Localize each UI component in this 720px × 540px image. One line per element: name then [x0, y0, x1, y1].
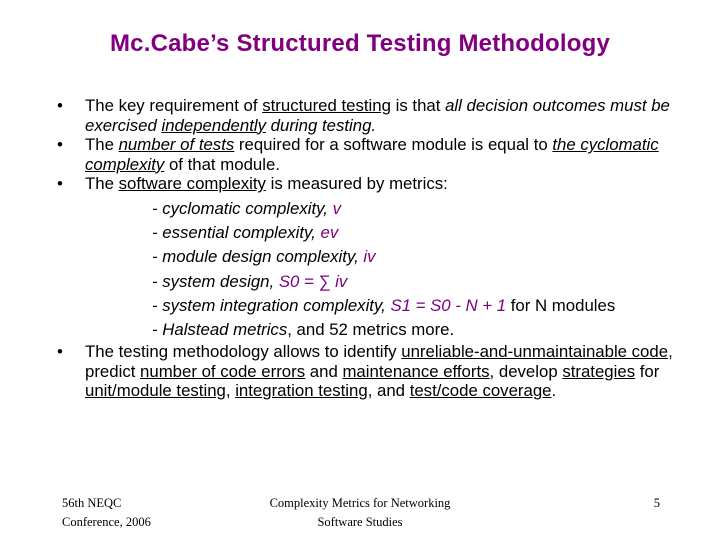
footer-conference-line2: Conference, 2006	[62, 515, 151, 529]
metric-suffix: for N modules	[506, 295, 616, 315]
bullet-text: is that	[390, 96, 446, 115]
metric-item-cyclomatic	[152, 197, 707, 221]
metric-symbol: ev	[320, 223, 339, 243]
underlined-term: maintenance efforts	[342, 361, 490, 381]
footer-title-line1: Complexity Metrics for Networking	[269, 496, 451, 510]
metric-symbol: iv	[363, 247, 376, 267]
underlined-term: strategies	[562, 361, 636, 381]
metrics-list	[85, 197, 707, 342]
underlined-term: structured testing	[262, 96, 391, 115]
footer-conference-line1: 56th NEQC	[62, 496, 122, 510]
bullet-icon: •	[57, 135, 63, 155]
metric-item-module-design	[152, 245, 707, 269]
bullet-item-1	[57, 96, 707, 135]
bullet-text: is measured by metrics:	[265, 174, 448, 194]
emphasis-text: during testing.	[266, 115, 377, 135]
bullet-text: , and	[367, 381, 410, 401]
bullet-item-3	[57, 174, 707, 342]
bullet-text: The key requirement of	[85, 96, 263, 115]
bullet-text: ,	[225, 381, 236, 401]
metric-label: - system integration complexity,	[152, 295, 391, 315]
bullet-text: The	[85, 174, 119, 194]
underlined-term: the cyclomatic complexity	[85, 135, 659, 174]
bullet-icon: •	[57, 342, 63, 362]
footer-title-line2: Software Studies	[317, 515, 403, 529]
bullet-text: , predict	[85, 342, 673, 381]
underlined-term: independently	[161, 115, 266, 135]
footer-title	[220, 494, 500, 532]
slide-content	[57, 96, 707, 401]
bullet-text: The	[85, 135, 119, 155]
metric-label: - cyclomatic complexity,	[152, 198, 333, 218]
slide-title: Mc.Cabe’s Structured Testing Methodology	[109, 30, 611, 57]
bullet-text: , develop	[489, 361, 563, 381]
metric-suffix: , and 52 metrics more.	[287, 319, 455, 339]
metric-label: - essential complexity,	[152, 223, 321, 243]
footer-conference	[62, 494, 202, 532]
bullet-text: for	[635, 361, 660, 381]
bullet-icon: •	[57, 96, 63, 115]
underlined-term: unit/module testing	[85, 381, 226, 401]
underlined-term: test/code coverage	[409, 381, 552, 401]
page-number: 5	[653, 496, 660, 510]
metric-item-essential	[152, 221, 707, 245]
underlined-term: number of tests	[118, 135, 235, 155]
underlined-term: unreliable-and-unmaintainable code	[401, 342, 669, 362]
underlined-term: software complexity	[118, 174, 266, 194]
underlined-term: integration testing	[235, 381, 368, 401]
bullet-text: required for a software module is equal to	[234, 135, 553, 155]
bullet-text: .	[551, 381, 557, 401]
metric-label: - system design,	[152, 271, 279, 291]
emphasis-text: all decision outcomes must be exercised	[85, 96, 670, 135]
bullet-item-2	[57, 135, 707, 174]
metric-item-system-design	[152, 270, 707, 294]
metric-symbol: S1 = S0 - N + 1	[390, 295, 507, 315]
metric-item-system-integration	[152, 294, 707, 318]
metric-symbol: S0 = ∑ iv	[278, 271, 348, 291]
metric-label: - Halstead metrics	[152, 319, 288, 339]
bullet-text: and	[305, 361, 343, 381]
bullet-icon: •	[57, 174, 63, 194]
metric-item-halstead	[152, 318, 707, 342]
bullet-text: The testing methodology allows to identify	[85, 342, 402, 362]
underlined-term: number of code errors	[140, 361, 306, 381]
bullet-text: of that module.	[164, 154, 280, 174]
bullet-item-4	[57, 342, 707, 401]
metric-symbol: v	[332, 198, 341, 218]
metric-label: - module design complexity,	[152, 247, 364, 267]
